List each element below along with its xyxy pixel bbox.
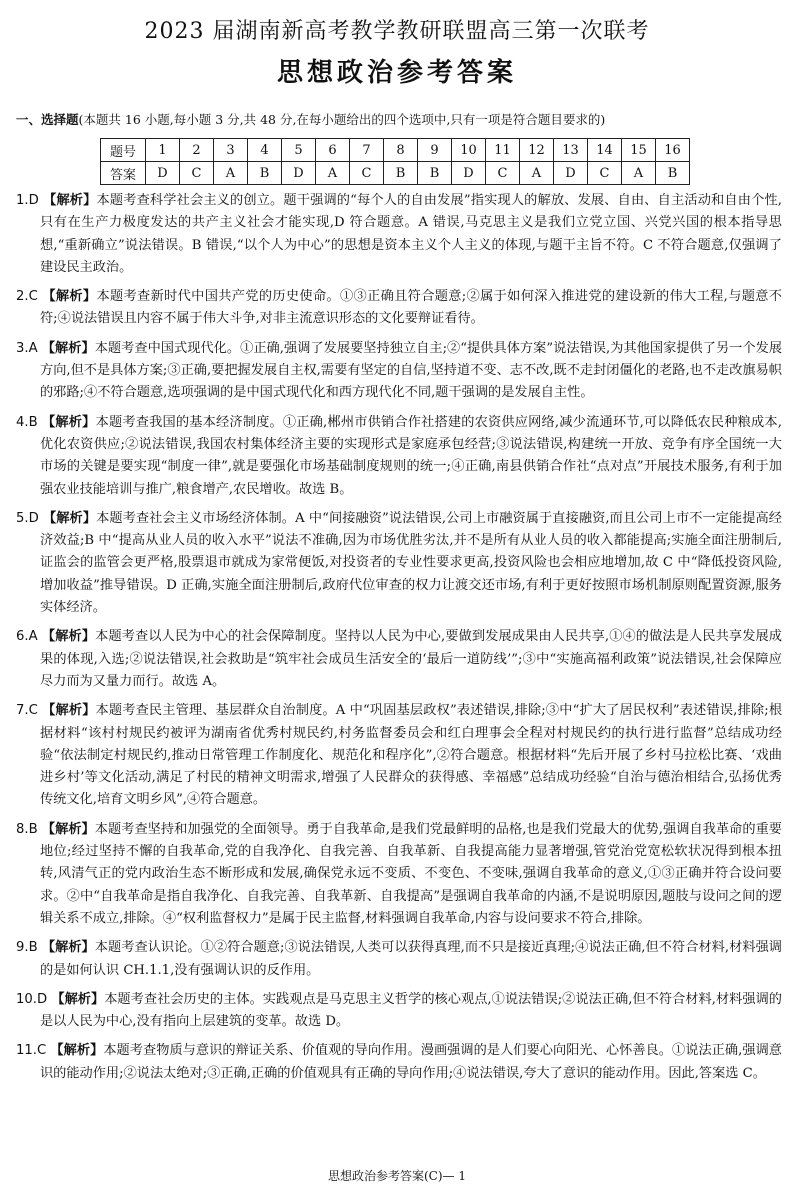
explanation-item: [16, 508, 782, 619]
row-label-answer: 答案: [101, 162, 146, 185]
question-number-cell: 3: [214, 139, 248, 162]
item-number: 11.C: [16, 1043, 47, 1059]
item-number: 1.D: [16, 193, 39, 208]
analysis-tag: 【解析】: [42, 289, 97, 305]
explanation-item: [16, 412, 782, 501]
question-number-cell: 10: [452, 139, 486, 162]
question-number-cell: 13: [554, 139, 588, 162]
analysis-tag: 【解析】: [41, 629, 96, 645]
answer-cell: C: [486, 162, 520, 185]
item-text: 本题考查科学社会主义的创立。题干强调的“每个人的自由发展”指实现人的解放、发展、自由、自主活动和自由个性,只有在生产力极度发达的共产主义社会才能实现,D 符合题意。A 错误,马克思主义是我们立党立国、兴党兴国的根本指导思想,“重新确立”说法错误。B 错误,“以个人为中心”的思想是资本主义个人主义的体现,与题干主旨不符。C 不符合题意,仅强调了建设民主政治。: [40, 193, 783, 275]
explanation-item: [16, 626, 782, 693]
explanation-item: [16, 989, 782, 1034]
item-number: 6.A: [16, 629, 38, 645]
item-number: 10.D: [16, 991, 48, 1007]
analysis-tag: 【解析】: [50, 1043, 104, 1059]
question-number-cell: 2: [180, 139, 214, 162]
explanation-list: [16, 190, 782, 1092]
answer-cell: C: [588, 162, 622, 185]
section-heading: [16, 110, 786, 128]
page-footer: 思想政治参考答案(C)— 1: [328, 1169, 466, 1183]
row-label-number: 题号: [101, 139, 146, 162]
item-text: 本题考查新时代中国共产党的历史使命。①③正确且符合题意;②属于如何深入推进党的建设新的伟大工程,与题意不符;④说法错误且内容不属于伟大斗争,对非主流意识形态的文化要辩证看待。: [40, 289, 782, 327]
analysis-tag: 【解析】: [41, 940, 95, 956]
explanation-item: [16, 937, 782, 982]
answer-table: [100, 138, 690, 185]
analysis-tag: 【解析】: [42, 703, 96, 719]
explanation-item: [16, 286, 782, 331]
section-description: (本题共 16 小题,每小题 3 分,共 48 分,在每小题给出的四个选项中,只有一项是符合题目要求的): [78, 112, 606, 127]
exam-title: 2023 届湖南新高考教学教研联盟高三第一次联考: [144, 19, 650, 44]
explanation-item: [16, 190, 782, 279]
question-number-cell: 15: [622, 139, 656, 162]
question-number-cell: 1: [146, 139, 180, 162]
analysis-tag: 【解析】: [43, 193, 97, 208]
answer-cell: D: [282, 162, 316, 185]
explanation-item: [16, 1040, 782, 1085]
answer-cell: A: [622, 162, 656, 185]
answer-cell: A: [214, 162, 248, 185]
item-text: 本题考查坚持和加强党的全面领导。勇于自我革命,是我们党最鲜明的品格,也是我们党最大的优势,强调自我革命的重要地位;经过坚持不懈的自我革命,党的自我净化、自我完善、自我革新、自我提高能力显著增强,管党治党宽松软状况得到根本扭转,风清气正的党内政治生态不断形成和发展,确保党永远不变质、不变色、不变味,强调自我革命的意义,①③正确并符合设问要求。②中“自我革命是指自我净化、自我完善、自我革新、自我提高”是强调自我革命的内涵,不是说明原因,题肢与设问之间的逻辑关系不成立,排除。④“权利监督权力”是属于民主监督,材料强调自我革命,内容与设问要求不符合,排除。: [40, 821, 782, 926]
explanation-item: [16, 338, 782, 405]
analysis-tag: 【解析】: [41, 821, 95, 837]
item-number: 3.A: [16, 340, 38, 356]
answer-cell: B: [248, 162, 282, 185]
answer-cell: B: [656, 162, 690, 185]
answer-row: [101, 162, 690, 185]
answer-cell: C: [180, 162, 214, 185]
answer-cell: B: [418, 162, 452, 185]
item-number: 9.B: [16, 940, 38, 956]
item-number: 7.C: [16, 703, 38, 719]
answer-cell: A: [520, 162, 554, 185]
analysis-tag: 【解析】: [42, 414, 96, 430]
question-number-row: [101, 139, 690, 162]
question-number-cell: 7: [350, 139, 384, 162]
item-text: 本题考查中国式现代化。①正确,强调了发展要坚持独立自主;②“提供具体方案”说法错误,为其他国家提供了另一个发展方向,但不是具体方案;③正确,要把握发展自主权,需要有坚定的自信,坚持道不变、志不改,既不走封闭僵化的老路,也不走改旗易帜的邪路;④不符合题意,选项强调的是中国式现代化和西方现代化不同,题干强调的是发展自主性。: [40, 340, 783, 401]
document-subtitle: 思想政治参考答案: [276, 58, 517, 88]
answer-cell: D: [452, 162, 486, 185]
answer-cell: C: [350, 162, 384, 185]
answer-cell: D: [554, 162, 588, 185]
item-number: 8.B: [16, 821, 38, 837]
item-text: 本题考查认识论。①②符合题意;③说法错误,人类可以获得真理,而不只是接近真理;④说法正确,但不符合材料,材料强调的是如何认识 CH.1.1,没有强调认识的反作用。: [40, 940, 782, 978]
question-number-cell: 11: [486, 139, 520, 162]
question-number-cell: 12: [520, 139, 554, 162]
item-number: 4.B: [16, 414, 38, 430]
question-number-cell: 4: [248, 139, 282, 162]
item-text: 本题考查物质与意识的辩证关系、价值观的导向作用。漫画强调的是人们要心向阳光、心怀善良。①说法正确,强调意识的能动作用;②说法太绝对;③正确,正确的价值观具有正确的导向作用;④说法错误,夸大了意识的能动作用。因此,答案选 C。: [40, 1043, 782, 1081]
section-label: 一、选择题: [16, 112, 79, 127]
question-number-cell: 9: [418, 139, 452, 162]
item-text: 本题考查民主管理、基层群众自治制度。A 中“巩固基层政权”表述错误,排除;③中“扩大了居民权利”表述错误,排除;根据材料“该村村规民约被评为湖南省优秀村规民约,村务监督委员会和红白理事会全程对村规民约的执行进行监督”总结成功经验“依法制定村规民约,推动日常管理工作制度化、规范化和程序化”,②符合题意。根据材料“先后开展了乡村马拉松比赛、‘戏曲进乡村’等文化活动,满足了村民的精神文明需求,增强了人民群众的获得感、幸福感”总结成功经验“自治与德治相结合,弘扬优秀传统文化,培育文明乡风”,④符合题意。: [40, 703, 783, 808]
item-number: 5.D: [16, 510, 39, 526]
item-text: 本题考查社会主义市场经济体制。A 中“间接融资”说法错误,公司上市融资属于直接融资,而且公司上市不一定能提高经济效益;B 中“提高从业人员的收入水平”说法不准确,因为市场优胜劣汰,并不是所有从业人员的收入都能提高;实施全面注册制后,证监会的监管会更严格,股票退市就成为家常便饭,对投资者的专业性要求更高,投资风险也会相应地增加,故 C 中“降低投资风险,增加收益”推导错误。D 正确,实施全面注册制后,政府代位审查的权力让渡交还市场,有利于更好按照市场机制原则配置资源,服务实体经济。: [40, 510, 782, 616]
analysis-tag: 【解析】: [51, 991, 105, 1007]
question-number-cell: 14: [588, 139, 622, 162]
analysis-tag: 【解析】: [41, 340, 95, 356]
question-number-cell: 16: [656, 139, 690, 162]
item-text: 本题考查我国的基本经济制度。①正确,郴州市供销合作社搭建的农资供应网络,减少流通环节,可以降低农民种粮成本,优化农资供应;②说法错误,我国农村集体经济主要的实现形式是家庭承包经营;③说法错误,构建统一开放、竞争有序全国统一大市场的关键是要实现“制度一律”,就是要强化市场基础制度规则的统一;④正确,南县供销合作社“点对点”开展技术服务,有利于加强农业技能培训与推广,粮食增产,农民增收。故选 B。: [40, 414, 782, 497]
explanation-item: [16, 700, 782, 811]
analysis-tag: 【解析】: [43, 510, 97, 526]
answer-cell: D: [146, 162, 180, 185]
item-number: 2.C: [16, 289, 38, 305]
question-number-cell: 6: [316, 139, 350, 162]
item-text: 本题考查社会历史的主体。实践观点是马克思主义哲学的核心观点,①说法错误;②说法正确,但不符合材料,材料强调的是以人民为中心,没有指向上层建筑的变革。故选 D。: [40, 991, 782, 1030]
question-number-cell: 8: [384, 139, 418, 162]
question-number-cell: 5: [282, 139, 316, 162]
answer-cell: B: [384, 162, 418, 185]
answer-cell: A: [316, 162, 350, 185]
explanation-item: [16, 819, 782, 930]
item-text: 本题考查以人民为中心的社会保障制度。坚持以人民为中心,要做到发展成果由人民共享,①④的做法是人民共享发展成果的体现,入选;②说法错误,社会救助是“筑牢社会成员生活安全的‘最后一道防线’”;③中“实施高福利政策”说法错误,社会保障应尽力而为又量力而行。故选 A。: [40, 629, 782, 689]
